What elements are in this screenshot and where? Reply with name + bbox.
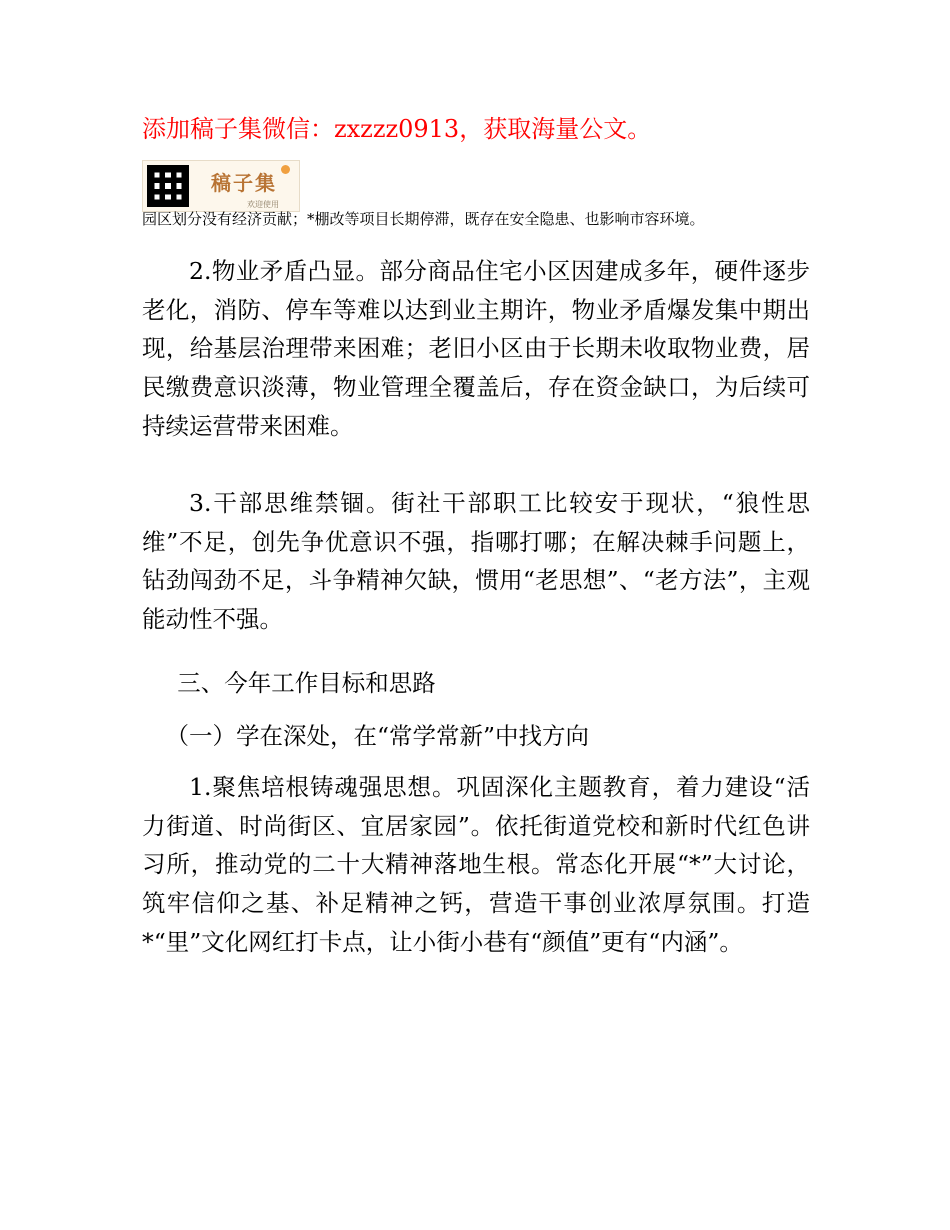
promo-banner[interactable]	[142, 160, 300, 212]
section-heading: 三、今年工作目标和思路	[177, 669, 436, 697]
paragraph-ideology: 1.聚焦培根铸魂强思想。巩固深化主题教育，着力建设“活力街道、时尚街区、宜居家园”。依托街道党校和新时代红色讲习所，推动党的二十大精神落地生根。常态化开展“*”大讨论，筑牢信仰之基、补足精神之钙，营造干事创业浓厚氛围。打造*“里”文化网红打卡点，让小街小巷有“颜值”更有“内涵”。	[142, 773, 810, 956]
paragraph-property-issues: 2.物业矛盾凸显。部分商品住宅小区因建成多年，硬件逐步老化，消防、停车等难以达到业主期许，物业矛盾爆发集中期出现，给基层治理带来困难；老旧小区由于长期未收取物业费，居民缴费意识淡薄，物业管理全覆盖后，存在资金缺口，为后续可持续运营带来困难。	[142, 257, 810, 440]
continued-text-line: 园区划分没有经济贡献；*棚改等项目长期停滞，既存在安全隐患、也影响市容环境。	[142, 210, 705, 228]
paragraph-cadre-thinking: 3.干部思维禁锢。街社干部职工比较安于现状，“狼性思维”不足，创先争优意识不强，指哪打哪；在解决棘手问题上，钻劲闯劲不足，斗争精神欠缺，惯用“老思想”、“老方法”，主观能动性不强。	[142, 489, 810, 634]
qr-code-icon	[147, 165, 189, 207]
brand-dot-icon	[281, 165, 290, 174]
brand-logo: 稿子集	[211, 171, 277, 195]
subsection-heading: （一）学在深处，在“常学常新”中找方向	[165, 722, 590, 750]
promo-text: 添加稿子集微信：zxzzz0913，获取海量公文。	[142, 115, 652, 143]
brand-subtext: 欢迎使用	[247, 200, 279, 209]
